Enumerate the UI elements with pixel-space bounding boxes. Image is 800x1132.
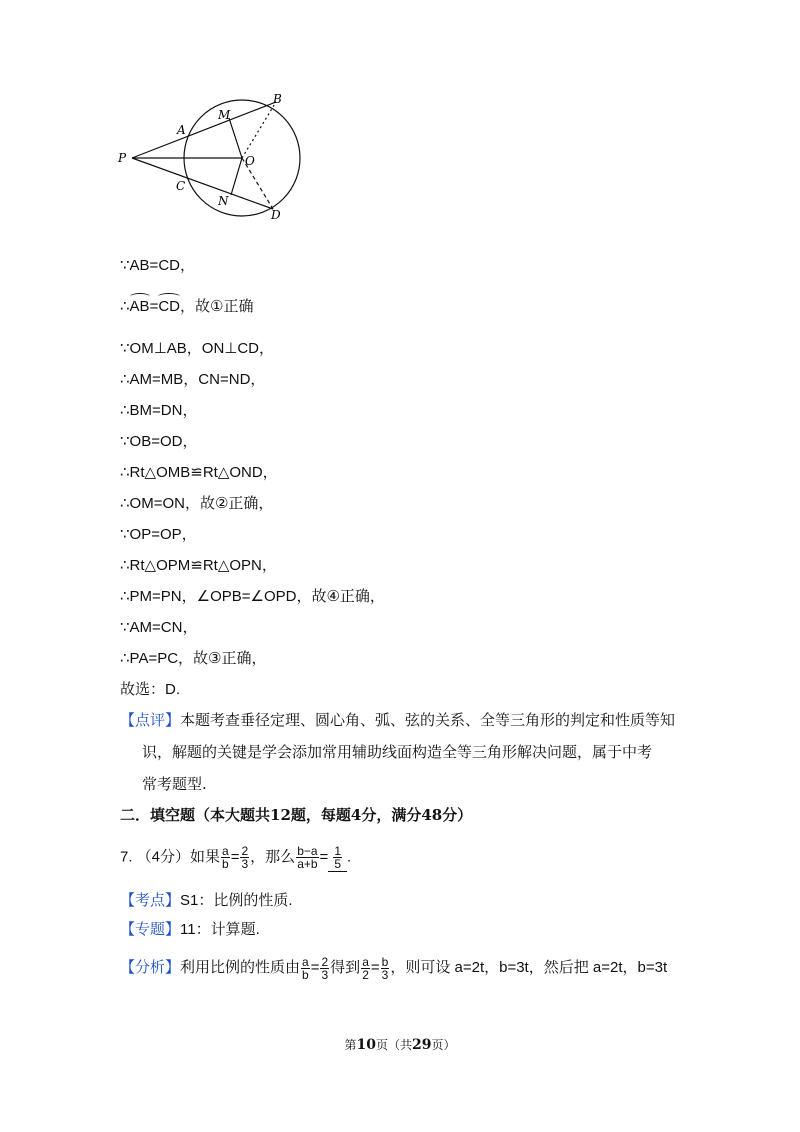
question-7: 7. （4分）如果 $\frac{a}{b}$ = $\frac{2}{3}$ ，那么 $\frac{b-a}{a+b}$ = $\frac{1}{5}$ . <box>120 843 352 871</box>
proof-line-5: ∴BM=DN， <box>120 402 198 419</box>
label-d: D <box>271 208 281 222</box>
label-n: N <box>218 194 229 208</box>
proof-line-3: ∵OM⊥AB，ON⊥CD， <box>120 340 275 357</box>
section-title: 二．填空题（本大题共12题，每题4分，满分48分） <box>120 806 473 824</box>
comment-tag: 【点评】 <box>120 711 181 729</box>
proof-line-1: ∵AB=CD， <box>120 257 195 274</box>
answer-fraction: $\frac{1}{5}$ <box>334 843 341 871</box>
arc-ab: AB <box>129 298 150 315</box>
arc-cd: CD <box>158 298 180 315</box>
proof-line-10: ∴Rt△OPM≌Rt△OPN， <box>120 557 277 574</box>
proof-line-8: ∴OM=ON，故②正确， <box>120 495 274 512</box>
proof-line-11: ∴PM=PN，∠OPB=∠OPD，故④正确， <box>120 588 385 605</box>
segment-ob-dotted <box>242 102 276 158</box>
label-b: B <box>273 92 282 106</box>
proof-line-7: ∴Rt△OMB≌Rt△OND， <box>120 464 278 481</box>
proof-line-6: ∵OB=OD， <box>120 433 198 450</box>
segment-om <box>229 118 242 158</box>
circle-geometry-figure <box>110 88 320 223</box>
page-footer: 第10页（共29页） <box>344 1037 456 1053</box>
proof-line-9: ∵OP=OP， <box>120 526 197 543</box>
proof-line-13: ∴PA=PC，故③正确， <box>120 650 267 667</box>
proof-line-2: ∴AB=CD，故①正确 <box>120 297 254 315</box>
label-a: A <box>177 123 186 137</box>
label-c: C <box>176 179 186 193</box>
segment-on <box>231 158 242 195</box>
label-m: M <box>218 108 231 122</box>
kaodian-line: 【考点】S1：比例的性质. <box>120 892 293 909</box>
label-p: P <box>118 151 127 165</box>
zhuanti-line: 【专题】11：计算题. <box>120 921 260 938</box>
label-o: O <box>245 154 255 168</box>
comment-paragraph: 【点评】本题考查垂径定理、圆心角、弧、弦的关系、全等三角形的判定和性质等知 识，解题的关键是学会添加常用辅助线面构造全等三角形解决问题，属于中考 常考题型. <box>120 711 676 793</box>
segment-pb <box>132 102 276 158</box>
fenxi-line: 【分析】利用比例的性质由 $\frac{a}{b}$ = $\frac{2}{3}$ 得到 $\frac{a}{2}$ = $\frac{b}{3}$ ，则可设 a=2t，b=3t，然后把 a=2t，b=3t <box>120 954 668 982</box>
answer-line: 故选：D. <box>120 681 181 698</box>
proof-line-4: ∴AM=MB，CN=ND， <box>120 371 266 388</box>
proof-line-12: ∵AM=CN， <box>120 619 198 636</box>
